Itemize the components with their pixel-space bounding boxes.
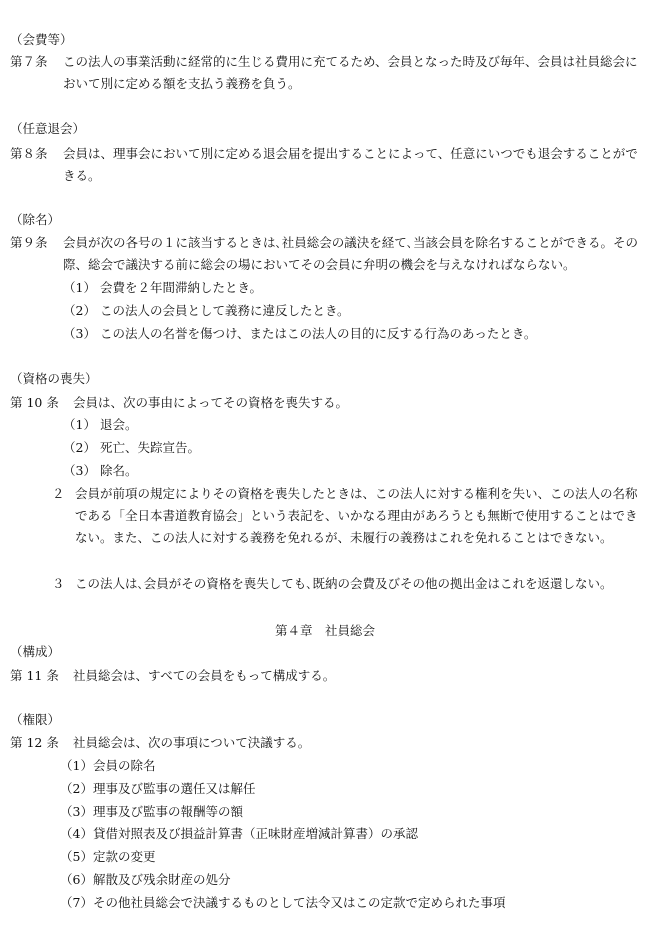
article-8-label: 第８条 bbox=[10, 146, 48, 161]
article-10-text: 会員は、次の事由によってその資格を喪失する。 bbox=[73, 395, 349, 410]
article-9-item-3-number: （3） bbox=[63, 326, 96, 341]
article-12-item-6: （6）解散及び残余財産の処分 bbox=[60, 872, 231, 887]
chapter-title: 第４章 社員総会 bbox=[274, 623, 375, 638]
article-10-item-2-number: （2） bbox=[63, 440, 96, 455]
article-9-heading: （除名） bbox=[10, 212, 61, 227]
article-12-item-2: （2）理事及び監事の選任又は解任 bbox=[60, 781, 256, 796]
article-10-heading: （資格の喪失） bbox=[10, 371, 98, 386]
article-7-heading: （会費等） bbox=[10, 32, 73, 47]
article-9-text: 会員が次の各号の１に該当するときは､社員総会の議決を経て､当該会員を除名することができる。その際、総会で議決する前に総会の場においてその会員に弁明の機会を与えなければならない。 bbox=[63, 235, 639, 272]
article-9-item-3-text: この法人の名誉を傷つけ、またはこの法人の目的に反する行為のあったとき。 bbox=[100, 326, 537, 341]
article-8-text: 会員は、理事会において別に定める退会届を提出することによって、任意にいつでも退会することができる。 bbox=[63, 146, 638, 183]
article-12-label: 第 12 条 bbox=[10, 735, 59, 750]
article-12-item-1: （1）会員の除名 bbox=[60, 758, 156, 773]
article-10-paragraph-2-number: ２ bbox=[52, 486, 65, 501]
article-12-text: 社員総会は、次の事項について決議する。 bbox=[73, 735, 311, 750]
article-9-item-2-number: （2） bbox=[63, 303, 96, 318]
article-12-heading: （権限） bbox=[10, 712, 61, 727]
article-10-paragraph-2-text: 会員が前項の規定によりその資格を喪失したときは、この法人に対する権利を失い、この法人の名称である「全日本書道教育協会」という表記を、いかなる理由があろうとも無断で使用することはできない。また、この法人に対する義務を免れるが、未履行の義務はこれを免れることはできない。 bbox=[75, 486, 638, 545]
article-9-item-1-text: 会費を２年間滞納したとき。 bbox=[100, 280, 263, 295]
article-10-paragraph-3-text: この法人は､会員がその資格を喪失しても､既納の会費及びその他の拠出金はこれを返還しない。 bbox=[75, 576, 613, 591]
article-10-item-1-number: （1） bbox=[63, 417, 96, 432]
article-7-label: 第７条 bbox=[10, 54, 48, 69]
article-10-label: 第 10 条 bbox=[10, 395, 59, 410]
article-10-paragraph-3-number: ３ bbox=[52, 576, 65, 591]
article-8-heading: （任意退会） bbox=[10, 121, 86, 136]
article-12-item-7: （7）その他社員総会で決議するものとして法令又はこの定款で定められた事項 bbox=[60, 895, 506, 910]
article-11-text: 社員総会は、すべての会員をもって構成する。 bbox=[73, 668, 336, 683]
article-11-heading: （構成） bbox=[10, 644, 61, 659]
article-12-item-3: （3）理事及び監事の報酬等の額 bbox=[60, 804, 243, 819]
article-10-item-3-number: （3） bbox=[63, 463, 96, 478]
article-7-text: この法人の事業活動に経常的に生じる費用に充てるため、会員となった時及び毎年、会員は社員総会において別に定める額を支払う義務を負う。 bbox=[63, 54, 638, 91]
article-9-item-1-number: （1） bbox=[63, 280, 96, 295]
article-10-item-2-text: 死亡、失踪宣告。 bbox=[100, 440, 201, 455]
article-12-item-4: （4）貸借対照表及び損益計算書（正味財産増減計算書）の承認 bbox=[60, 826, 418, 841]
article-12-item-5: （5）定款の変更 bbox=[60, 849, 156, 864]
article-9-item-2-text: この法人の会員として義務に違反したとき。 bbox=[100, 303, 350, 318]
article-11-label: 第 11 条 bbox=[10, 668, 59, 683]
article-10-item-3-text: 除名。 bbox=[100, 463, 138, 478]
article-10-item-1-text: 退会。 bbox=[100, 417, 138, 432]
article-9-label: 第９条 bbox=[10, 235, 48, 250]
